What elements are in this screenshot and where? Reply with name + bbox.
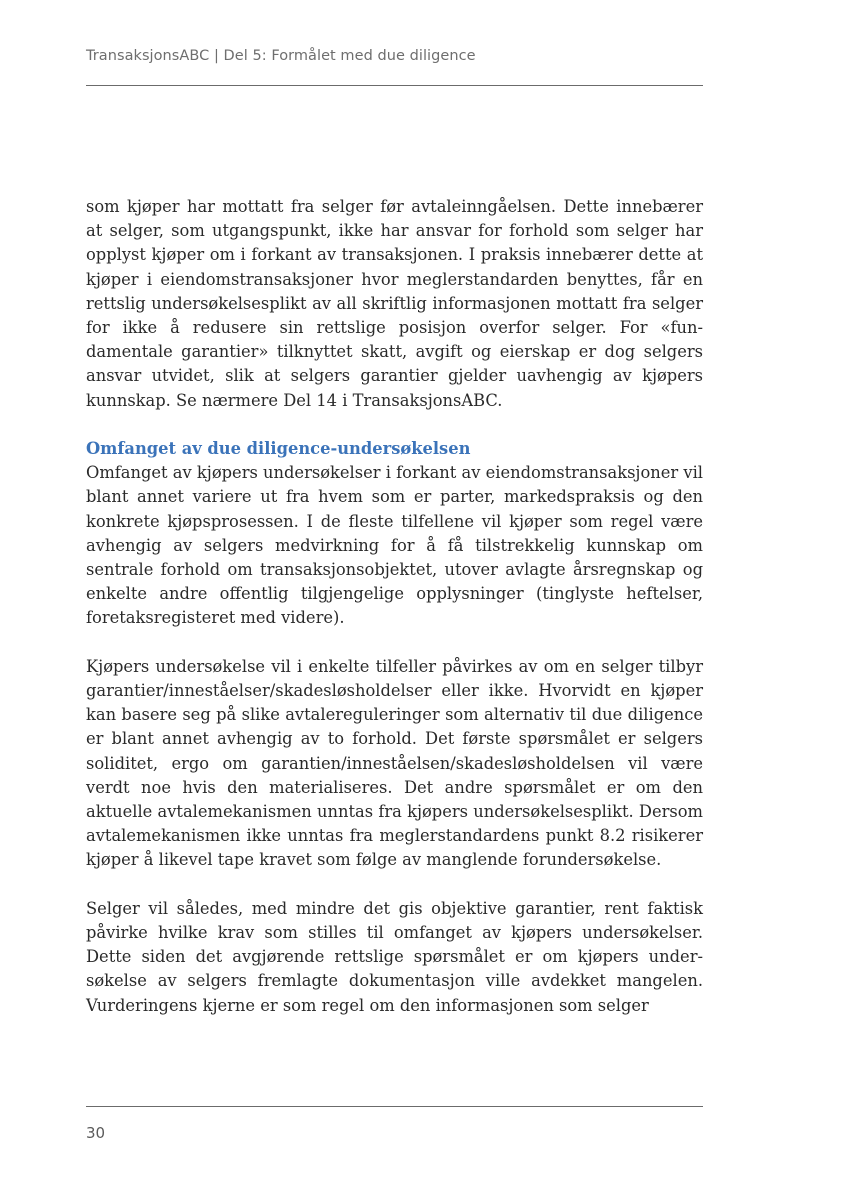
header-divider xyxy=(86,85,703,86)
paragraph-spacer xyxy=(86,631,703,655)
paragraph-spacer xyxy=(86,413,703,437)
running-header: TransaksjonsABC | Del 5: Formålet med due diligence xyxy=(86,48,476,64)
page-body xyxy=(86,195,703,1018)
page-number: 30 xyxy=(86,1124,106,1142)
body-paragraph: Kjøpers undersøkelse vil i enkelte tilfeller påvirkes av om en selger tilbyr garantier/inneståelser/skadesløsholdelser eller ikke. Hvorvidt en kjøper kan basere seg på slike avtalereguleringer som alternativ til due diligence er blant annet avhengig av to forhold. Det første spørsmålet er selgers soliditet, ergo om garantien/inneståelsen/skadesløsholdelsen vil være verdt noe hvis den materialiseres. Det andre spørsmålet er om den aktuelle avtalemekanismen unntas fra kjøpers undersøkelsesplikt. Dersom avtalemekanismen ikke unntas fra meglerstandardens punkt 8.2 risikerer kjøper å likevel tape kravet som følge av manglende forundersøkelse. xyxy=(86,656,703,870)
body-paragraph: Selger vil således, med mindre det gis objektive garantier, rent faktisk påvirke hvilke krav som stilles til omfanget av kjøpers undersøkelser. Dette siden det avgjørende rettslige spørsmålet er om kjøpers undersøkelse av selgers fremlagte dokumentasjon ville avdekket mangelen. Vurderingens kjerne er som regel om den informasjonen som selger xyxy=(86,898,703,1015)
body-paragraph: som kjøper har mottatt fra selger før avtaleinngåelsen. Dette innebærer at selger, som utgangspunkt, ikke har ansvar for forhold som selger har opplyst kjøper om i forkant av transaksjonen. I praksis innebærer dette at kjøper i eiendomstransaksjoner hvor meglerstandarden benyttes, får en rettslig undersøkelsesplikt av all skriftlig informasjonen mottatt fra selger for ikke å redusere sin rettslige posisjon overfor selger. For «fundamentale garantier» tilknyttet skatt, avgift og eierskap er dog selgers ansvar utvidet, slik at selgers garantier gjelder uavhengig av kjøpers kunnskap. Se nærmere Del 14 i TransaksjonsABC. xyxy=(86,197,703,410)
footer-divider xyxy=(86,1106,703,1107)
paragraph-spacer xyxy=(86,873,703,897)
body-paragraph: Omfanget av kjøpers undersøkelser i forkant av eiendomstransaksjoner vil blant annet variere ut fra hvem som er parter, markedspraksis og den konkrete kjøpsprosessen. I de fleste tilfellene vil kjøper som regel være avhengig av selgers medvirkning for å få tilstrekkelig kunnskap om sentrale forhold om transaksjonsobjektet, utover avlagte årsregnskap og enkelte andre offentlig tilgjengelige opplysninger (tinglyste heftelser, foretaksregisteret med videre). xyxy=(86,463,703,628)
section-heading: Omfanget av due diligence-undersøkelsen xyxy=(86,439,471,459)
